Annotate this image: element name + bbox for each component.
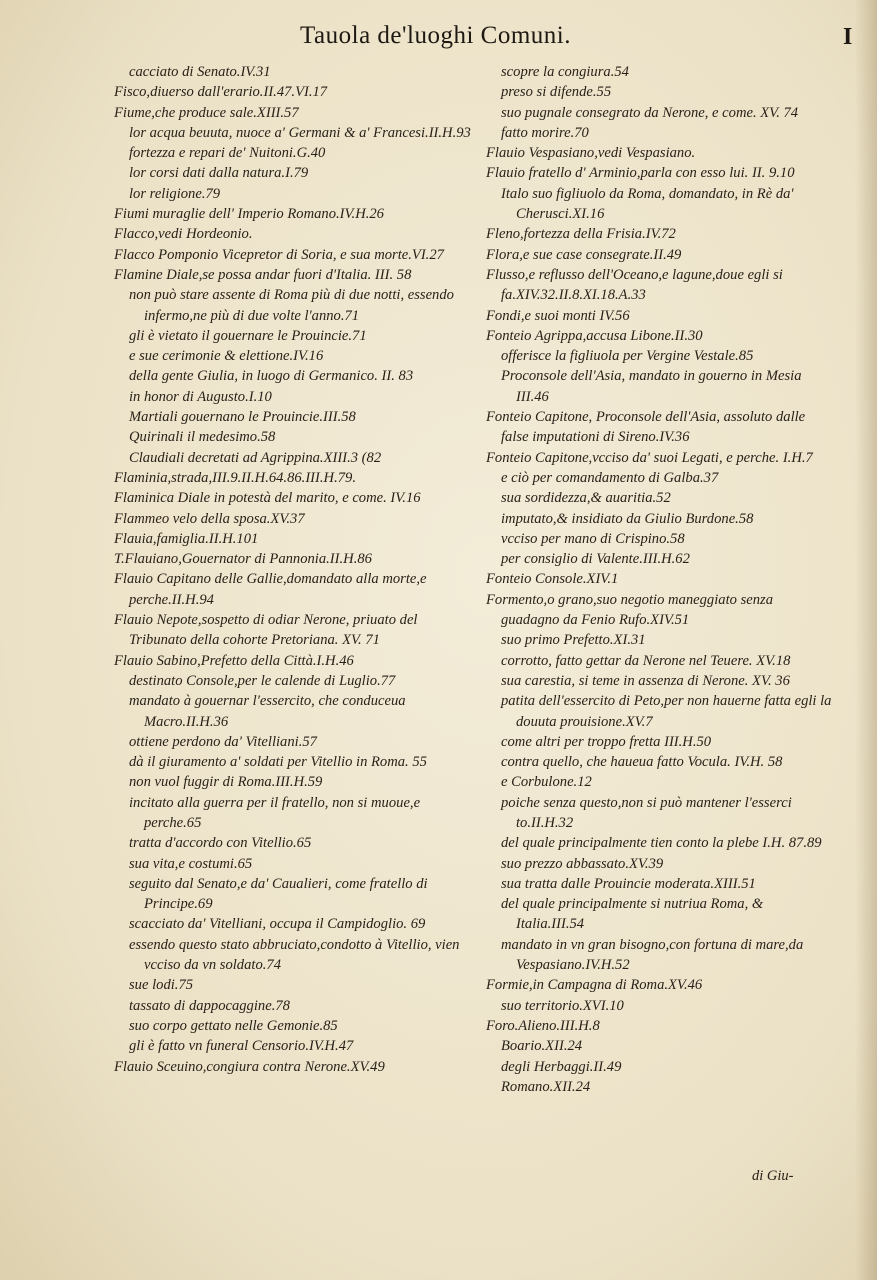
index-entry: tratta d'accordo con Vitellio.65 (129, 835, 312, 852)
index-entry: mandato in vn gran bisogno,con fortuna di mare,da Vespasiano.IV.H.52 (501, 936, 804, 974)
index-entry: poiche senza questo,non si può mantener l'esserci to.II.H.32 (501, 794, 792, 831)
index-entry: Fonteio Capitone,vcciso da' suoi Legati, e perche. I.H.7 (486, 449, 813, 466)
index-entry: Fiume,che produce sale.XIII.57 (114, 104, 299, 121)
index-entry: e Corbulone.12 (501, 774, 592, 791)
index-entry: della gente Giulia, in luogo di Germanico. II. 83 (129, 368, 414, 385)
index-entry: suo pugnale consegrato da Nerone, e come. XV. 74 (501, 104, 799, 121)
index-entry: Claudiali decretati ad Agrippina.XIII.3 (82 (129, 449, 382, 466)
index-entry: Martiali gouernano le Prouincie.III.58 (129, 409, 356, 426)
index-entry: tassato di dappocaggine.78 (129, 997, 290, 1014)
index-entry: Flauia,famiglia.II.H.101 (114, 530, 259, 547)
index-entry: Proconsole dell'Asia, mandato in gouerno in Mesia III.46 (501, 368, 802, 405)
index-entry: non vuol fuggir di Roma.III.H.59 (129, 774, 323, 791)
index-entry: Flaminica Diale in potestà del marito, e come. IV.16 (114, 490, 421, 507)
index-entry: Fondi,e suoi monti IV.56 (486, 307, 630, 324)
index-entry: scopre la congiura.54 (501, 64, 629, 80)
index-entry: per consiglio di Valente.III.H.62 (501, 551, 690, 568)
index-entry: incitato alla guerra per il fratello, non si muoue,e perche.65 (129, 794, 421, 831)
index-entry: corrotto, fatto gettar da Nerone nel Teuere. XV.18 (501, 652, 791, 669)
index-entry: gli è vietato il gouernare le Prouincie.71 (129, 327, 367, 344)
index-entry: seguito dal Senato,e da' Caualieri, come fratello di Principe.69 (129, 875, 428, 913)
index-entry: mandato à gouernar l'essercito, che conduceua Macro.II.H.36 (129, 693, 406, 730)
index-entry: scacciato da' Vitelliani, occupa il Campidoglio. 69 (129, 916, 426, 933)
index-entry: degli Herbaggi.II.49 (501, 1058, 622, 1075)
index-entry: e ciò per comandamento di Galba.37 (501, 469, 719, 486)
index-entry: non può stare assente di Roma più di due notti, essendo infermo,ne più di due volte l'anno.71 (129, 287, 454, 324)
index-entry: del quale principalmente tien conto la plebe I.H. 87.89 (501, 835, 822, 852)
index-entry: dà il giuramento a' soldati per Vitellio in Roma. 55 (129, 754, 427, 771)
index-entry: Flauio Vespasiano,vedi Vespasiano. (486, 145, 696, 162)
index-entry: lor acqua beuuta, nuoce a' Germani & a' Francesi.II.H.93 (129, 124, 471, 141)
index-entry: sua carestia, si teme in assenza di Nerone. XV. 36 (501, 672, 790, 689)
index-entry: come altri per troppo fretta III.H.50 (501, 733, 712, 750)
index-entry: vcciso per mano di Crispino.58 (501, 530, 685, 547)
index-column-right (486, 62, 834, 1097)
index-entry: Flauio Nepote,sospetto di odiar Nerone, priuato del Tribunato della cohorte Pretoriana. XV. 71 (114, 612, 418, 649)
index-entry: Fisco,diuerso dall'erario.II.47.VI.17 (114, 84, 328, 101)
index-entry: Flacco,vedi Hordeonio. (114, 226, 253, 243)
index-entry: Flauio Sceuino,congiura contra Nerone.XV.49 (114, 1058, 385, 1075)
index-entry: Flammeo velo della sposa.XV.37 (114, 510, 305, 527)
page-title: Tauola de'luoghi Comuni. (300, 22, 571, 49)
index-entry: offerisce la figliuola per Vergine Vestale.85 (501, 348, 754, 365)
index-entry: Fonteio Console.XIV.1 (486, 571, 619, 588)
index-entry: Flauio Capitano delle Gallie,domandato alla morte,e perche.II.H.94 (114, 571, 427, 608)
index-entry: Fiumi muraglie dell' Imperio Romano.IV.H.26 (114, 206, 384, 223)
index-entry: Formie,in Campagna di Roma.XV.46 (486, 977, 703, 994)
index-entry: destinato Console,per le calende di Luglio.77 (129, 672, 396, 689)
index-entry: e sue cerimonie & elettione.IV.16 (129, 348, 324, 365)
index-entry: Quirinali il medesimo.58 (129, 429, 276, 446)
page-corner-mark: I (843, 24, 853, 50)
index-entry: Flaminia,strada,III.9.II.H.64.86.III.H.79. (114, 469, 356, 486)
index-entry: sua vita,e costumi.65 (129, 855, 253, 872)
index-entry: sue lodi.75 (129, 977, 194, 994)
index-entry: sua sordidezza,& auaritia.52 (501, 490, 671, 507)
catchword: di Giu- (752, 1168, 794, 1184)
index-entry: fortezza e repari de' Nuitoni.G.40 (129, 145, 326, 162)
index-entry: Italo suo figliuolo da Roma, domandato, in Rè da' Cherusci.XI.16 (501, 185, 794, 223)
index-entry: lor corsi dati dalla natura.I.79 (129, 165, 309, 182)
index-entry: patita dell'essercito di Peto,per non hauerne fatta egli la douuta prouisione.XV.7 (501, 693, 832, 730)
index-entry: essendo questo stato abbruciato,condotto à Vitellio, vien vcciso da vn soldato.74 (129, 936, 460, 974)
index-entry: suo territorio.XVI.10 (501, 997, 624, 1014)
index-entry: Flauio Sabino,Prefetto della Città.I.H.46 (114, 652, 354, 669)
index-column-left (114, 62, 474, 1077)
index-entry: imputato,& insidiato da Giulio Burdone.58 (501, 510, 754, 527)
index-entry: Boario.XII.24 (501, 1038, 583, 1055)
index-entry: del quale principalmente si nutriua Roma, & Italia.III.54 (501, 896, 764, 933)
index-entry: Flacco Pomponio Vicepretor di Soria, e sua morte.VI.27 (114, 246, 444, 263)
index-entry: Flauio fratello d' Arminio,parla con esso lui. II. 9.10 (486, 165, 795, 182)
index-entry: Flusso,e reflusso dell'Oceano,e lagune,doue egli si fa.XIV.32.II.8.XI.18.A.33 (486, 266, 783, 304)
index-entry: cacciato di Senato.IV.31 (129, 64, 271, 80)
index-entry: in honor di Augusto.I.10 (129, 388, 272, 405)
index-entry: fatto morire.70 (501, 124, 589, 141)
index-entry: gli è fatto vn funeral Censorio.IV.H.47 (129, 1038, 354, 1055)
index-entry: suo corpo gettato nelle Gemonie.85 (129, 1017, 338, 1034)
index-entry: ottiene perdono da' Vitelliani.57 (129, 733, 317, 750)
index-entry: suo primo Prefetto.XI.31 (501, 632, 646, 649)
index-entry: Flamine Diale,se possa andar fuori d'Italia. III. 58 (114, 266, 412, 283)
page-edge-shadow (855, 0, 877, 1280)
index-entry: Flora,e sue case consegrate.II.49 (486, 246, 682, 263)
index-entry: Romano.XII.24 (501, 1078, 591, 1095)
index-entry: T.Flauiano,Gouernator di Pannonia.II.H.86 (114, 551, 372, 568)
index-entry: Fonteio Agrippa,accusa Libone.II.30 (486, 327, 703, 344)
index-entry: Formento,o grano,suo negotio maneggiato senza guadagno da Fenio Rufo.XIV.51 (486, 591, 773, 629)
index-entry: lor religione.79 (129, 185, 221, 202)
index-entry: sua tratta dalle Prouincie moderata.XIII.51 (501, 875, 756, 892)
index-entry: suo prezzo abbassato.XV.39 (501, 855, 664, 872)
index-entry: contra quello, che haueua fatto Vocula. IV.H. 58 (501, 754, 783, 771)
index-entry: Fonteio Capitone, Proconsole dell'Asia, assoluto dalle false imputationi di Sireno.IV.36 (486, 409, 806, 446)
index-entry: preso si difende.55 (501, 84, 612, 101)
index-entry: Foro.Alieno.III.H.8 (486, 1017, 600, 1034)
index-entry: Fleno,fortezza della Frisia.IV.72 (486, 226, 676, 243)
